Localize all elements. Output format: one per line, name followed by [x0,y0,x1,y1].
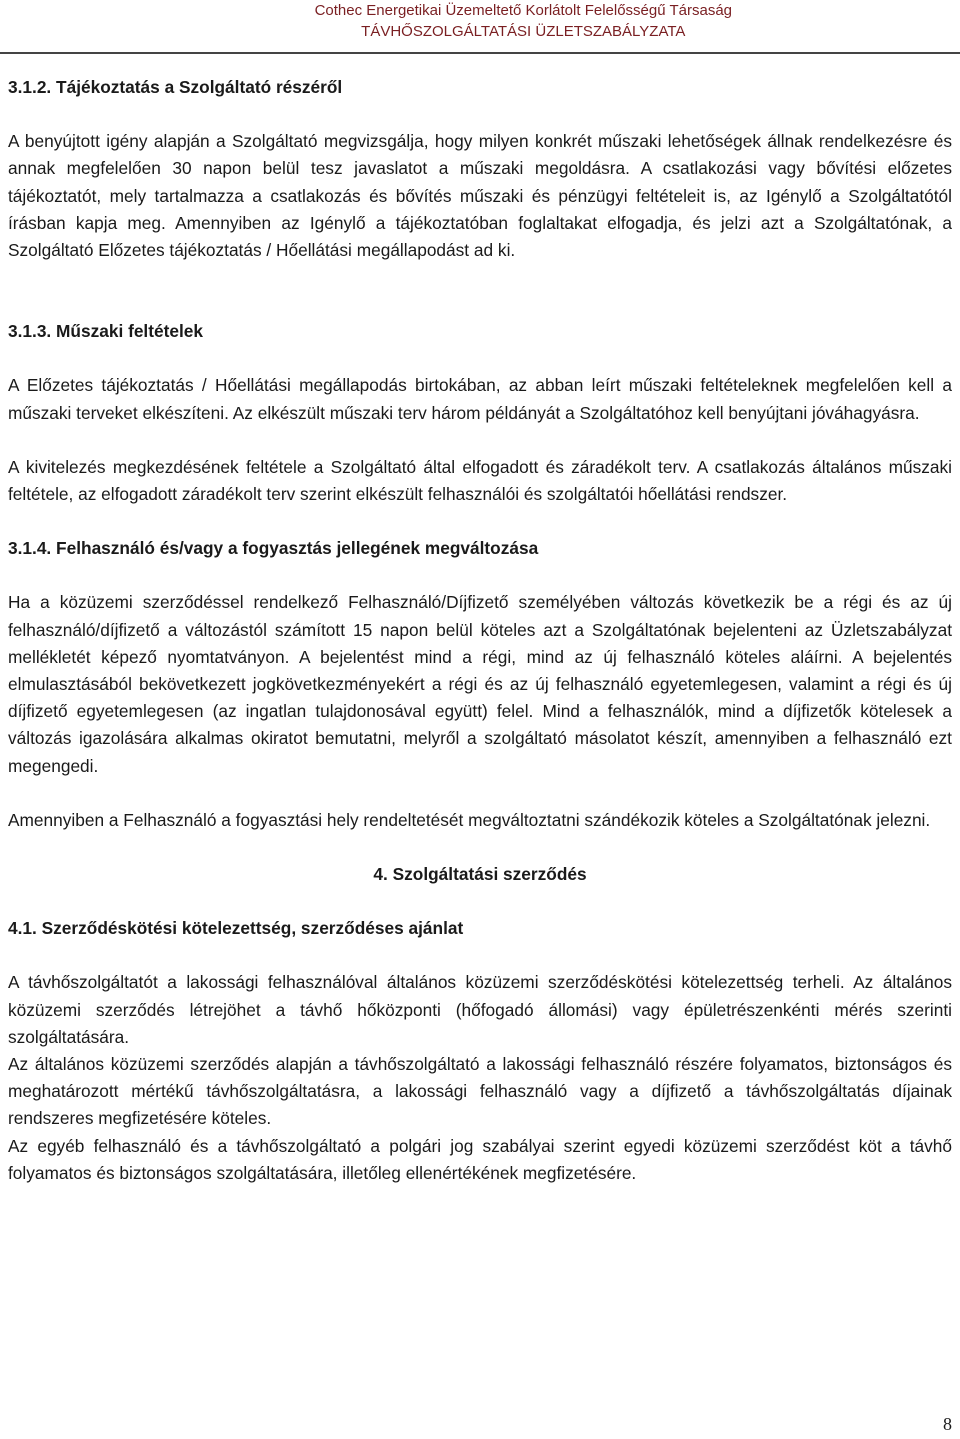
header-divider [0,52,960,54]
section-3-1-2-paragraph: A benyújtott igény alapján a Szolgáltató megvizsgálja, hogy milyen konkrét műszaki lehetőségek állnak rendelkezésre és annak megfelelően 30 napon belül tesz javaslatot a műszaki megoldásra. A csatlakozási vagy bővítési előzetes tájékoztatót, mely tartalmazza a csatlakozás és bővítés műszaki és pénzügyi feltételeit is, az Igénylő a Szolgáltatótól írásban kapja meg. Amennyiben az Igénylő a tájékoztatóban foglaltakat elfogadja, és jelzi azt a Szolgáltatónak, a Szolgáltató Előzetes tájékoztatás / Hőellátási megállapodást ad ki. [8,131,952,261]
section-3-1-3-paragraph-2: A kivitelezés megkezdésének feltétele a Szolgáltató által elfogadott és záradékolt terv. A csatlakozás általános műszaki feltétele, az elfogadott záradékolt terv szerint elkészült felhasználói és szolgáltatói hőellátási rendszer. [8,456,952,505]
document-title: TÁVHŐSZOLGÁLTATÁSI ÜZLETSZABÁLYZATA [361,23,686,40]
chapter-4-heading: 4. Szolgáltatási szerződés [373,864,587,885]
page-content [8,74,952,1187]
section-3-1-4-heading: 3.1.4. Felhasználó és/vagy a fogyasztás jellegének megváltozása [8,538,539,559]
section-3-1-2-heading: 3.1.2. Tájékoztatás a Szolgáltató részéről [8,77,343,97]
section-4-1-paragraph-2: Az általános közüzemi szerződés alapján a távhőszolgáltató a lakossági felhasználó részére folyamatos, biztonságos és meghatározott mértékű távhőszolgáltatásra, a lakossági felhasználó vagy a díjfizető a távhőszolgáltatás díjainak rendszeres megfizetésére köteles. [8,1054,952,1129]
section-3-1-4-paragraph-1: Ha a közüzemi szerződéssel rendelkező Felhasználó/Díjfizető személyében változás következik be a régi és az új felhasználó/díjfizető a változástól számított 15 napon belül köteles azt a Szolgáltatónak bejelenteni az Üzletszabályzat mellékletét képező nyomtatványon. A bejelentést mind a régi, mind az új felhasználó köteles aláírni. A bejelentés elmulasztásából bekövetkezett jogkövetkezményekért a régi és az új felhasználó egyetemlegesen, valamint a régi és új díjfizető egyetemlegesen (az ingatlan tulajdonosával együtt) felel. Mind a felhasználók, mind a díjfizetők kötelesek a változás igazolására alkalmas okiratot bemutatni, melyről a szolgáltató másolatot készít, amennyiben a felhasználó ezt megengedi. [8,592,952,776]
section-3-1-3-heading: 3.1.3. Műszaki feltételek [8,321,203,342]
section-4-1-paragraph-3: Az egyéb felhasználó és a távhőszolgáltató a polgári jog szabályai szerint egyedi közüzemi szerződést köt a távhő folyamatos és biztonságos szolgáltatására, illetőleg ellenértékének megfizetésére. [8,1135,952,1183]
page-number: 8 [943,1414,952,1434]
document-header [315,0,732,42]
section-3-1-4-paragraph-2: Amennyiben a Felhasználó a fogyasztási hely rendeltetését megváltoztatni szándékozik köteles a Szolgáltatónak jelezni. [8,809,931,830]
company-name: Cothec Energetikai Üzemeltető Korlátolt Felelősségű Társaság [314,2,732,19]
section-4-1-paragraph-1: A távhőszolgáltatót a lakossági felhasználóval általános közüzemi szerződéskötési kötelezettség terheli. Az általános közüzemi szerződés létrejöhet a távhő hőközponti (hőfogadó állomási) vagy épületrészenkénti mérés szerinti szolgáltatására. [8,972,952,1047]
section-4-1-heading: 4.1. Szerződéskötési kötelezettség, szerződéses ajánlat [8,918,464,939]
section-3-1-3-paragraph-1: A Előzetes tájékoztatás / Hőellátási megállapodás birtokában, az abban leírt műszaki feltételeknek megfelelően kell a műszaki terveket elkészíteni. Az elkészült műszaki terv három példányát a Szolgáltatóhoz kell benyújtani jóváhagyásra. [8,375,952,423]
